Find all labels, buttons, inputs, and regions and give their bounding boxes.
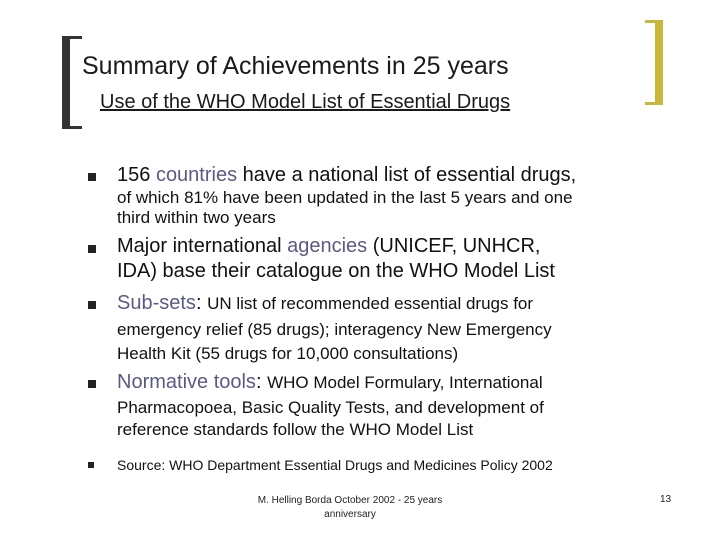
left-bracket-bottom-decoration (62, 126, 82, 129)
left-bracket-top-decoration (62, 36, 82, 39)
right-bracket-decoration (655, 20, 663, 105)
bullet-1-rest: have a national list of essential drugs, (237, 164, 577, 186)
slide-title: Summary of Achievements in 25 years (82, 52, 509, 80)
bullet-1-line-3: third within two years (117, 208, 276, 227)
bullet-square-icon (88, 462, 94, 468)
bullet-4-colon: : (255, 371, 268, 393)
page-number: 13 (660, 494, 672, 505)
right-bracket-bottom-decoration (645, 102, 663, 105)
bullet-square-icon (88, 245, 96, 253)
bullet-3-rest: UN list of recommended essential drugs for (207, 294, 534, 313)
bullet-4-accent: Normative tools (117, 371, 256, 393)
bullet-4-line-1 (117, 371, 543, 394)
bullet-2-rest: (UNICEF, UNHCR, (367, 235, 541, 257)
bullet-square-icon (88, 173, 96, 181)
left-bracket-decoration (62, 36, 70, 129)
bullet-1-accent: countries (155, 164, 238, 186)
source-note: Source: WHO Department Essential Drugs and Medicines Policy 2002 (117, 457, 553, 473)
bullet-2-line-2: IDA) base their catalogue on the WHO Model List (117, 260, 555, 282)
slide-subtitle: Use of the WHO Model List of Essential Drugs (100, 91, 511, 113)
bullet-4-rest: WHO Model Formulary, International (267, 373, 543, 392)
bullet-3-line-3: Health Kit (55 drugs for 10,000 consultations) (117, 344, 459, 363)
footer-credit-line-1: M. Helling Borda October 2002 - 25 years (257, 495, 443, 506)
bullet-3-accent: Sub-sets (117, 292, 196, 314)
bullet-3-line-2: emergency relief (85 drugs); interagency New Emergency (117, 320, 552, 339)
bullet-1-line-1 (117, 164, 576, 187)
bullet-square-icon (88, 301, 96, 309)
right-bracket-top-decoration (645, 20, 663, 23)
footer-credit-line-2: anniversary (324, 509, 376, 520)
bullet-4-line-3: reference standards follow the WHO Model List (117, 420, 474, 439)
bullet-3-colon: : (195, 292, 208, 314)
bullet-1-lead: 156 (117, 164, 156, 186)
bullet-2-lead: Major international (117, 235, 288, 257)
bullet-2-line-1 (117, 235, 541, 258)
bullet-2-accent: agencies (287, 235, 368, 257)
bullet-square-icon (88, 380, 96, 388)
bullet-4-line-2: Pharmacopoea, Basic Quality Tests, and development of (117, 398, 544, 417)
footer-credit (230, 494, 470, 522)
bullet-3-line-1 (117, 292, 533, 315)
bullet-1-line-2: of which 81% have been updated in the last 5 years and one (117, 188, 573, 207)
